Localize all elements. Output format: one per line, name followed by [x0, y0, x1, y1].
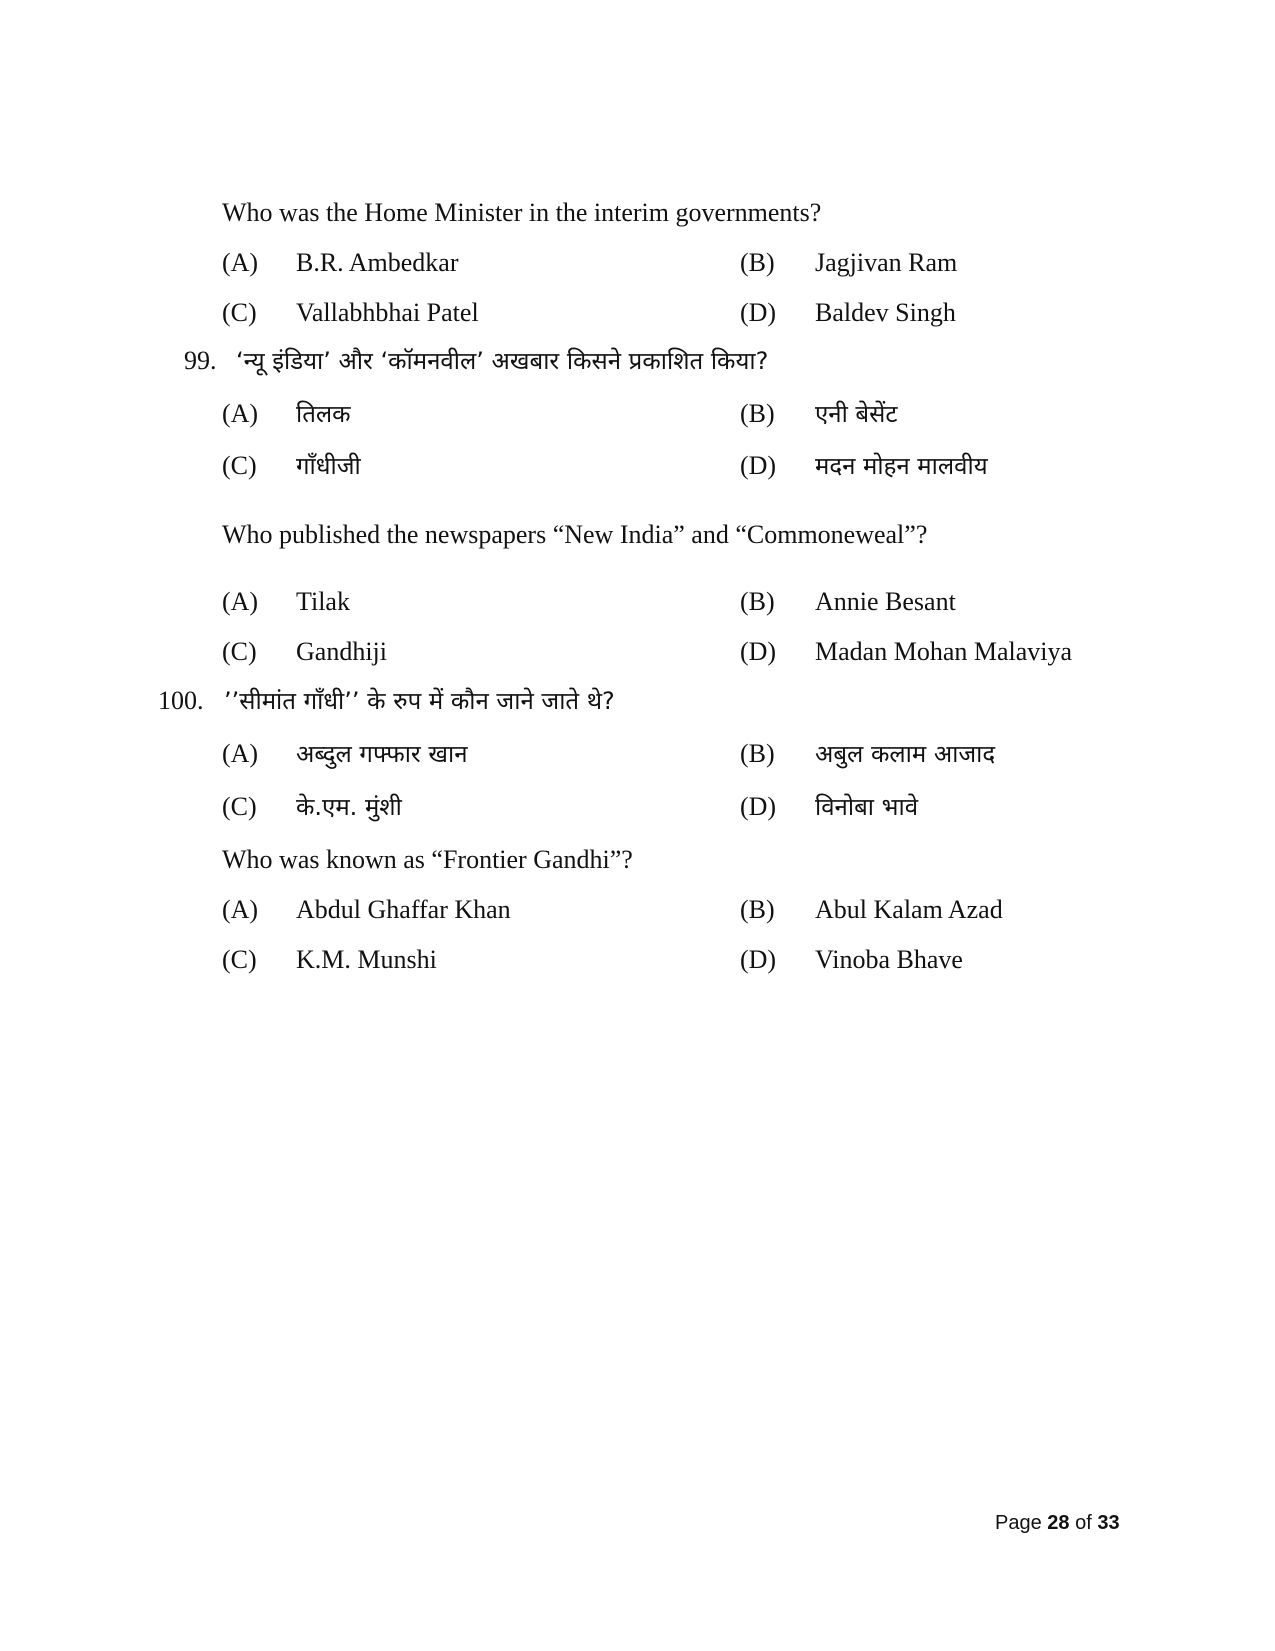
q99-hi-option-d-text: मदन मोहन मालवीय — [815, 452, 988, 480]
q100-hi-option-b-letter: (B) — [740, 739, 775, 768]
page-footer — [995, 1510, 1120, 1536]
q99-en-option-b-text: Annie Besant — [815, 587, 956, 616]
q98-en-option-a-text: B.R. Ambedkar — [296, 248, 459, 277]
q98-english-question: Who was the Home Minister in the interim governments? — [222, 198, 822, 227]
q100-hi-option-d-letter: (D) — [740, 792, 777, 821]
q100-hi-option-c-text: के.एम. मुंशी — [296, 793, 402, 821]
q99-hi-option-b-text: एनी बेसेंट — [815, 400, 898, 428]
q100-en-option-a-text: Abdul Ghaffar Khan — [296, 895, 511, 924]
q98-en-option-d-text: Baldev Singh — [815, 298, 956, 327]
footer-total-pages: 33 — [1097, 1512, 1120, 1534]
q99-en-option-d-text: Madan Mohan Malaviya — [815, 637, 1073, 666]
q100-hi-option-a-letter: (A) — [222, 739, 259, 768]
q100-hi-option-c-letter: (C) — [222, 792, 257, 821]
footer-current-page: 28 — [1047, 1512, 1070, 1534]
q100-hi-option-b-text: अबुल कलाम आजाद — [815, 740, 996, 768]
q98-en-option-d-letter: (D) — [740, 298, 777, 327]
footer-page-word: Page — [995, 1512, 1042, 1534]
q100-hi-option-d-text: विनोबा भावे — [815, 793, 919, 821]
footer-of-word: of — [1075, 1512, 1092, 1534]
q98-en-option-b-text: Jagjivan Ram — [815, 248, 958, 277]
q99-number: 99. — [184, 346, 217, 375]
q98-en-option-b-letter: (B) — [740, 248, 775, 277]
q99-en-option-d-letter: (D) — [740, 637, 777, 666]
q99-hi-option-c-text: गाँधीजी — [296, 452, 361, 480]
q100-en-option-b-letter: (B) — [740, 895, 775, 924]
q99-hi-option-c-letter: (C) — [222, 451, 257, 480]
q100-en-option-d-letter: (D) — [740, 945, 777, 974]
q99-hi-option-d-letter: (D) — [740, 451, 777, 480]
q100-hindi-question: ’’सीमांत गाँधी’’ के रुप में कौन जाने जाते थे? — [224, 687, 615, 715]
q99-en-option-a-letter: (A) — [222, 587, 259, 616]
q99-hi-option-a-text: तिलक — [296, 400, 351, 428]
q98-en-option-c-letter: (C) — [222, 298, 257, 327]
q100-en-option-d-text: Vinoba Bhave — [815, 945, 963, 974]
q100-hi-option-a-text: अब्दुल गफ्फार खान — [296, 740, 468, 768]
q99-hindi-question: ‘न्यू इंडिया’ और ‘कॉमनवील’ अखबार किसने प्रकाशित किया? — [236, 347, 769, 375]
q99-en-option-c-letter: (C) — [222, 637, 257, 666]
q99-en-option-b-letter: (B) — [740, 587, 775, 616]
q99-english-question: Who published the newspapers “New India” and “Commoneweal”? — [222, 520, 928, 549]
q99-hi-option-a-letter: (A) — [222, 399, 259, 428]
q99-en-option-a-text: Tilak — [296, 587, 350, 616]
q98-en-option-a-letter: (A) — [222, 248, 259, 277]
q100-en-option-c-letter: (C) — [222, 945, 257, 974]
q98-en-option-c-text: Vallabhbhai Patel — [296, 298, 479, 327]
q100-en-option-a-letter: (A) — [222, 895, 259, 924]
q100-en-option-c-text: K.M. Munshi — [296, 945, 437, 974]
q99-en-option-c-text: Gandhiji — [296, 637, 387, 666]
q100-en-option-b-text: Abul Kalam Azad — [815, 895, 1003, 924]
q100-number: 100. — [158, 686, 204, 715]
q100-english-question: Who was known as “Frontier Gandhi”? — [222, 845, 633, 874]
q99-hi-option-b-letter: (B) — [740, 399, 775, 428]
